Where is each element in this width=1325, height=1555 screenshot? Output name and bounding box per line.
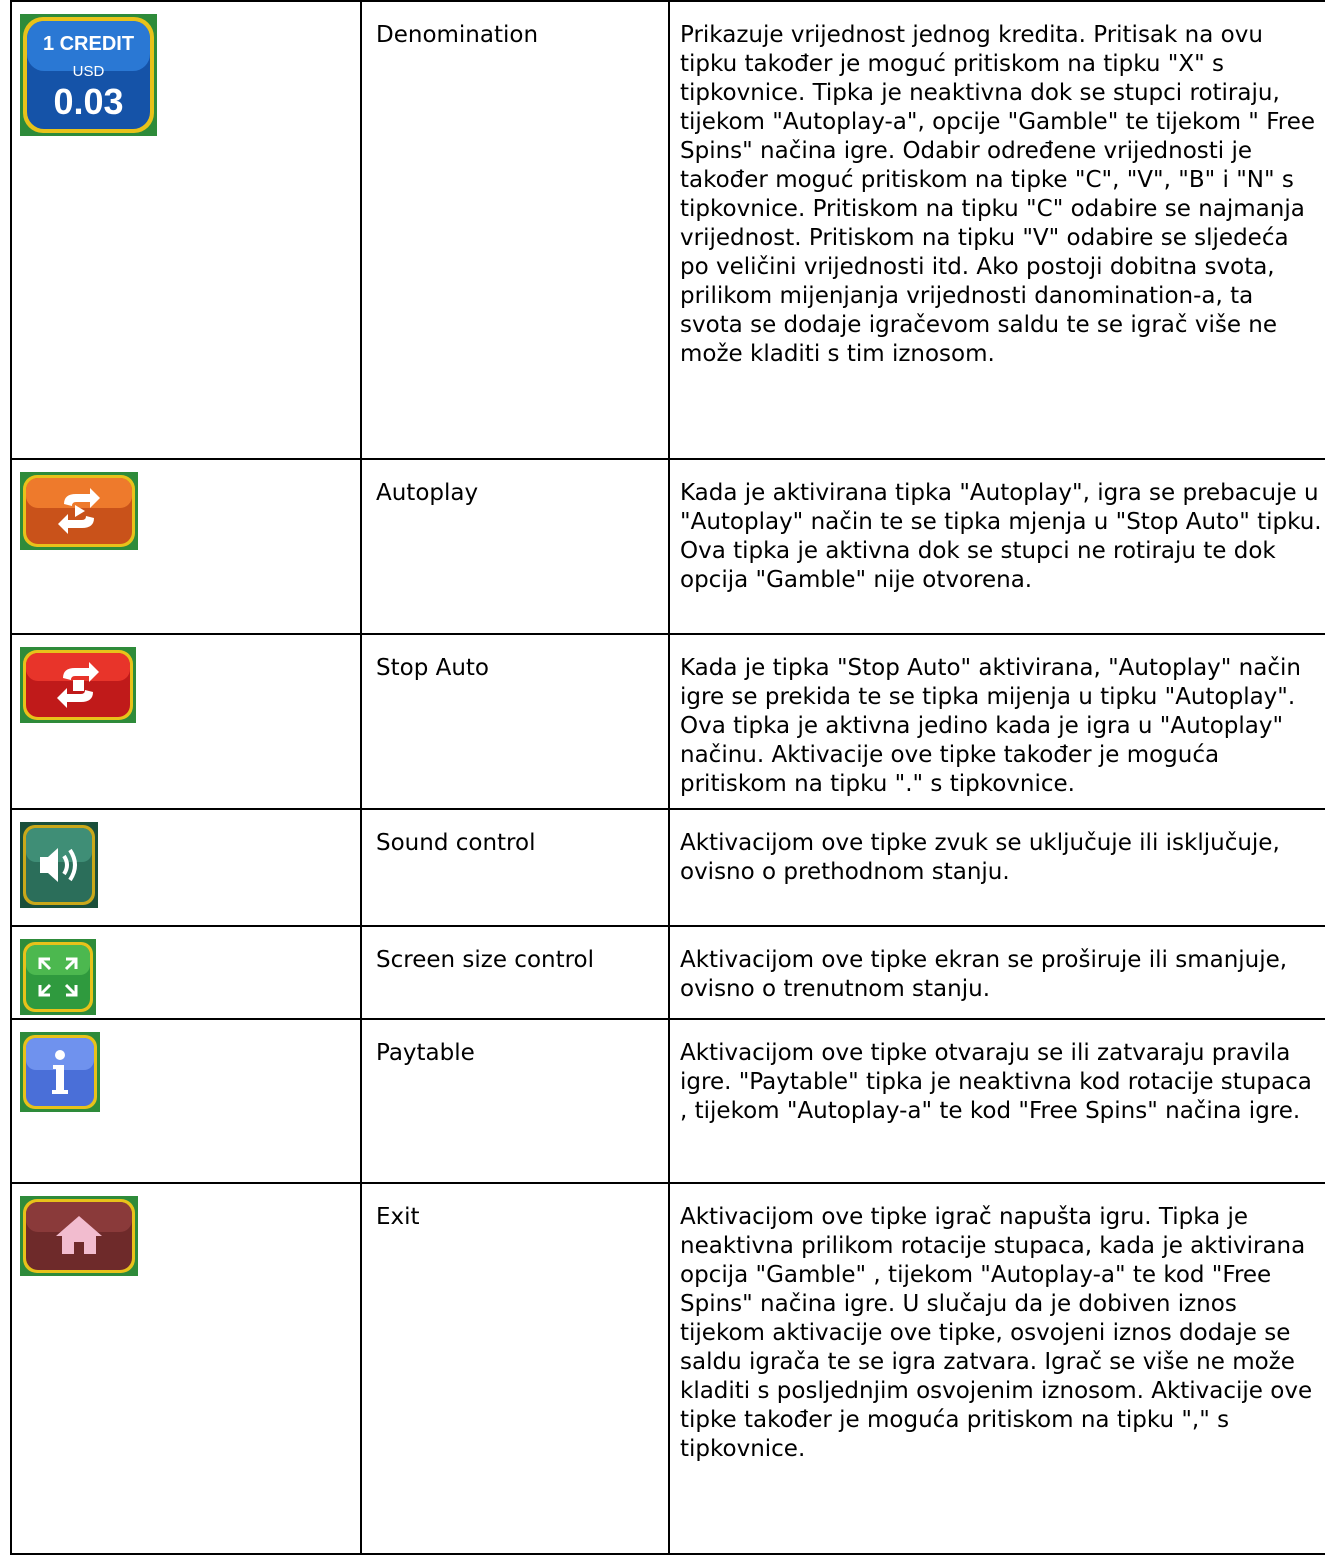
table-row: [11, 809, 1325, 926]
item-name: Sound control: [376, 830, 536, 856]
denomination-credit-icon: [20, 14, 360, 136]
icon-cell: [11, 1019, 361, 1183]
item-description: Kada je tipka "Stop Auto" aktivirana, "Autoplay" način igre se prekida te se tipka mijenja u tipku "Autoplay". Ova tipka je aktivna jedino kada je igra u "Autoplay" načinu. Aktivacije ove tipke također je moguća pritiskom na tipku "." s tipkovnice.: [680, 655, 1301, 797]
item-description: Aktivacijom ove tipke otvaraju se ili zatvaraju pravila igre. "Paytable" tipka je neaktivna kod rotacije stupaca , tijekom "Autoplay-a" te kod "Free Spins" načina igre.: [680, 1040, 1312, 1124]
table-row: [11, 634, 1325, 809]
currency-label: USD: [72, 63, 105, 80]
help-table: [10, 0, 1325, 1555]
item-description: Aktivacijom ove tipke igrač napušta igru. Tipka je neaktivna prilikom rotacije stupaca, kada je aktivirana opcija "Gamble" , tijekom "Autoplay-a" te kod "Free Spins" načina igre. U slučaju da je dobiven iznos tijekom aktivacije ove tipke, osvojeni iznos dodaje se saldu igrača te se igra zatvara. Igrač se više ne može kladiti s posljednjim osvojenim iznosom. Aktivacije ove tipke također je moguća pritiskom na tipku "," s tipkovnice.: [680, 1204, 1313, 1462]
stop-auto-icon: [20, 647, 360, 723]
icon-cell: [11, 459, 361, 634]
item-description: Aktivacijom ove tipke zvuk se uključuje ili isključuje, ovisno o prethodnom stanju.: [680, 830, 1280, 885]
fullscreen-arrows-icon: [20, 939, 360, 1015]
credit-label: 1 CREDIT: [42, 33, 135, 55]
info-icon: [20, 1032, 360, 1112]
table-row: [11, 926, 1325, 1019]
item-name: Exit: [376, 1204, 420, 1230]
table-row: [11, 459, 1325, 634]
item-description: Kada je aktivirana tipka "Autoplay", igra se prebacuje u "Autoplay" način te se tipka mjenja u "Stop Auto" tipku. Ova tipka je aktivna dok se stupci ne rotiraju te dok opcija "Gamble" nije otvorena.: [680, 480, 1322, 593]
item-name: Denomination: [376, 22, 539, 48]
icon-cell: [11, 634, 361, 809]
table-row: [11, 1183, 1325, 1554]
item-description: Aktivacijom ove tipke ekran se proširuje ili smanjuje, ovisno o trenutnom stanju.: [680, 947, 1288, 1002]
item-name: Stop Auto: [376, 655, 490, 681]
autoplay-icon: [20, 472, 360, 550]
home-icon: [20, 1196, 360, 1276]
table-row: [11, 1, 1325, 459]
table-row: [11, 1019, 1325, 1183]
item-description: Prikazuje vrijednost jednog kredita. Pritisak na ovu tipku također je moguć pritiskom na tipku "X" s tipkovnice. Tipka je neaktivna dok se stupci rotiraju, tijekom "Autoplay-a", opcije "Gamble" te tijekom " Free Spins" načina igre. Odabir određene vrijednosti je također moguć pritiskom na tipke "C", "V", "B" i "N" s tipkovnice. Pritiskom na tipku "C" odabire se najmanja vrijednost. Pritiskom na tipku "V" odabire se sljedeća po veličini vrijednosti itd. Ako postoji dobitna svota, prilikom mijenjanja vrijednosti danomination-a, ta svota se dodaje igračevom saldu te se igrač više ne može kladiti s tim iznosom.: [680, 22, 1316, 367]
item-name: Paytable: [376, 1040, 475, 1066]
item-name: Autoplay: [376, 480, 479, 506]
icon-cell: [11, 1183, 361, 1554]
icon-cell: [11, 926, 361, 1019]
credit-value: 0.03: [53, 81, 124, 122]
icon-cell: [11, 1, 361, 459]
speaker-icon: [20, 822, 360, 908]
icon-cell: [11, 809, 361, 926]
item-name: Screen size control: [376, 947, 595, 973]
